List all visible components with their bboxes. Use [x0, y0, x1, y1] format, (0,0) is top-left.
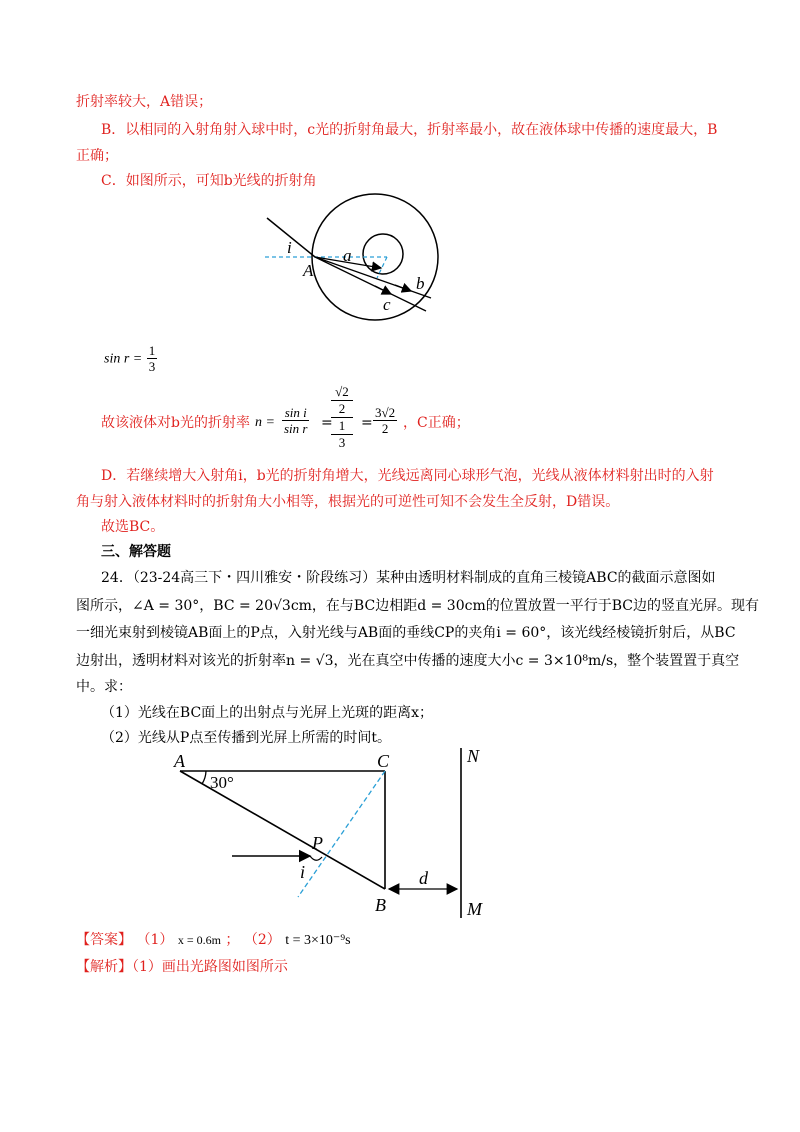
question-2: （2）光线从P点至传播到光屏上所需的时间t。	[101, 730, 391, 746]
label-C: C	[377, 751, 390, 771]
answer-x: x = 0.6m	[177, 933, 221, 947]
answer-line	[76, 930, 351, 951]
solution-line-b1: B．以相同的入射角射入球中时，c光的折射角最大，折射率最小，故在液体球中传播的速度最大，B	[101, 122, 718, 138]
label-N: N	[467, 746, 480, 766]
label-c: c	[383, 295, 391, 314]
sin-r-equation	[104, 343, 157, 374]
n-den: sin r	[284, 421, 308, 436]
ray-b-arrow	[395, 285, 411, 291]
n-num: sin i	[282, 405, 309, 421]
section-title: 三、解答题	[101, 544, 171, 560]
n-two: 2	[331, 400, 353, 417]
question-1: （1）光线在BC面上的出射点与光屏上光斑的距离x；	[101, 705, 434, 721]
answer-tag: 【答案】	[76, 932, 132, 948]
label-b: b	[416, 274, 425, 293]
label-i: i	[300, 862, 306, 882]
label-30deg: 30°	[210, 773, 234, 792]
sin-r-fraction	[147, 343, 158, 374]
n-one: 1	[331, 417, 353, 434]
answer-part1: （1）	[136, 932, 174, 948]
label-A: A	[303, 261, 314, 280]
analysis-tag: 【解析】	[76, 959, 132, 975]
solution-line-d1: D．若继续增大入射角i，b光的折射角增大，光线远离同心球形气泡，光线从液体材料射出时的入射	[101, 468, 714, 484]
n-tail: ，C正确；	[403, 415, 470, 431]
label-P: P	[312, 833, 323, 853]
angle-arc-i	[310, 856, 322, 860]
inner-bubble	[363, 234, 403, 274]
answer-sep: ；	[225, 932, 240, 948]
sin-r-num: 1	[148, 343, 156, 358]
problem-line-4: 边射出，透明材料对该光的折射率n = √3，光在真空中传播的速度大小c = 3×10⁸m/s，整个装置置于真空	[76, 653, 740, 669]
label-i: i	[287, 238, 292, 257]
label-B: B	[375, 895, 386, 915]
n-text: 故该液体对b光的折射率	[101, 415, 250, 431]
solution-line-d2: 角与射入液体材料时的折射角大小相等，根据光的可逆性可知不会发生全反射，D错误。	[76, 494, 620, 510]
analysis-line	[76, 957, 288, 977]
label-a: a	[343, 246, 352, 265]
prism-figure	[170, 745, 500, 925]
problem-line-3: 一细光束射到棱镜AB面上的P点，入射光线与AB面的垂线CP的夹角i = 60°，该光线经棱镜折射后，从BC	[76, 625, 736, 641]
analysis-text: （1）画出光路图如图所示	[132, 959, 288, 975]
sin-r-label: sin r =	[104, 351, 143, 367]
label-M: M	[467, 899, 482, 919]
n-res-den: 2	[381, 421, 389, 436]
label-d: d	[419, 868, 428, 888]
angle-arc-A	[202, 771, 206, 784]
n-res-num: 3√2	[375, 405, 396, 420]
n-formula: n =	[255, 415, 275, 430]
answer-t: t = 3×10⁻⁹s	[285, 933, 351, 948]
ray-c-arrow	[375, 286, 391, 294]
solution-line-a: 折射率较大，A错误；	[76, 94, 213, 110]
sphere-refraction-figure	[255, 190, 450, 330]
label-A: A	[174, 751, 185, 771]
n-eq: =	[321, 415, 333, 431]
solution-line-b2: 正确；	[76, 148, 118, 164]
ray-b	[315, 257, 431, 298]
n-three: 3	[331, 434, 353, 451]
n-complex-fraction	[331, 384, 353, 451]
n-eq2: =	[361, 415, 373, 431]
sin-r-den: 3	[148, 359, 156, 374]
solution-choose: 故选BC。	[101, 519, 165, 535]
problem-line-2: 图所示，∠A = 30°，BC = 20√3cm，在与BC边相距d = 30cm的位置放置一平行于BC边的竖直光屏。现有	[76, 598, 759, 614]
n-result-fraction	[373, 405, 397, 436]
answer-part2: （2）	[243, 932, 281, 948]
problem-line-5: 中。求：	[76, 679, 132, 695]
n-sqrt2: √2	[335, 384, 349, 399]
n-fraction	[282, 405, 309, 436]
solution-line-c: C．如图所示，可知b光线的折射角	[101, 173, 317, 189]
problem-line-1: 24．（23-24高三下・四川雅安・阶段练习）某种由透明材料制成的直角三棱镜ABC的截面示意图如	[101, 570, 716, 586]
